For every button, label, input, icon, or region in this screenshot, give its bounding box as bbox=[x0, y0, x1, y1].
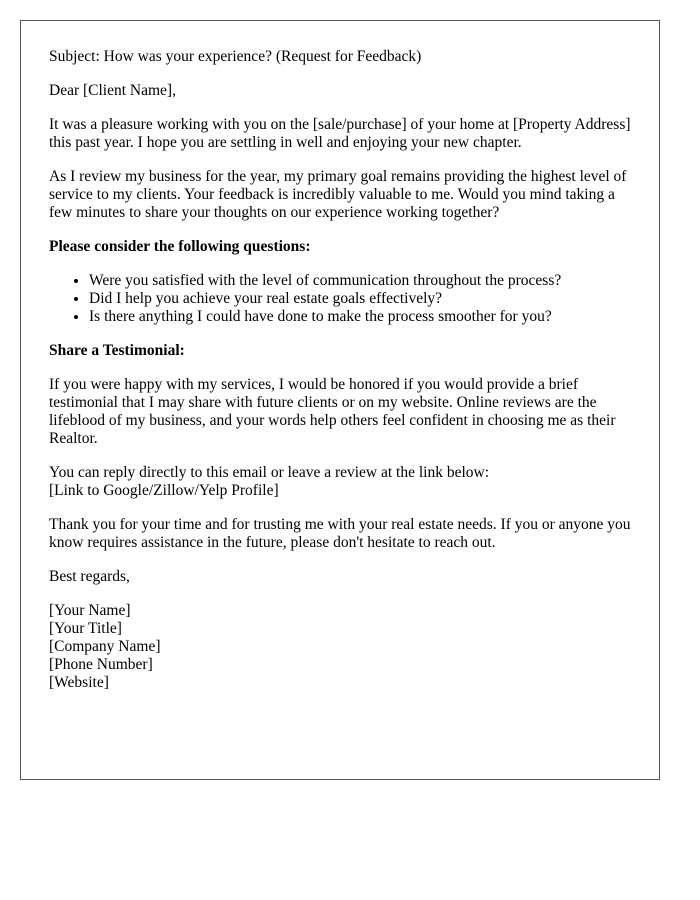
signature-title: [Your Title] bbox=[49, 620, 122, 637]
greeting: Dear [Client Name], bbox=[49, 82, 176, 99]
signature-name: [Your Name] bbox=[49, 602, 131, 619]
signature-block bbox=[49, 602, 631, 692]
questions-heading: Please consider the following questions: bbox=[49, 238, 311, 255]
questions-list bbox=[49, 272, 631, 326]
subject-line: Subject: How was your experience? (Request for Feedback) bbox=[49, 48, 422, 65]
review-paragraph: As I review my business for the year, my primary goal remains providing the highest level of service to my clients. Your feedback is incredibly valuable to me. Would you mind taking a few minutes to share your thoughts on our experience working together? bbox=[49, 168, 627, 221]
question-item: • Is there anything I could have done to make the process smoother for you? bbox=[89, 308, 631, 326]
closing: Best regards, bbox=[49, 568, 130, 585]
testimonial-paragraph: If you were happy with my services, I would be honored if you would provide a brief testimonial that I may share with future clients or on my website. Online reviews are the lifeblood of my business, and your words help others feel confident in choosing me as their Realtor. bbox=[49, 376, 616, 447]
signature-website: [Website] bbox=[49, 674, 109, 691]
thanks-paragraph: Thank you for your time and for trusting me with your real estate needs. If you or anyone you know requires assistance in the future, please don't hesitate to reach out. bbox=[49, 516, 631, 551]
signature-company: [Company Name] bbox=[49, 638, 161, 655]
signature-phone: [Phone Number] bbox=[49, 656, 153, 673]
testimonial-heading: Share a Testimonial: bbox=[49, 342, 185, 359]
intro-paragraph: It was a pleasure working with you on the [sale/purchase] of your home at [Property Address] this past year. I hope you are settling in well and enjoying your new chapter. bbox=[49, 116, 631, 151]
question-item: • Did I help you achieve your real estate goals effectively? bbox=[89, 290, 631, 308]
letter-document bbox=[20, 20, 660, 780]
review-link-placeholder: [Link to Google/Zillow/Yelp Profile] bbox=[49, 482, 279, 499]
reply-line: You can reply directly to this email or leave a review at the link below: bbox=[49, 464, 490, 481]
question-item: • Were you satisfied with the level of communication throughout the process? bbox=[89, 272, 631, 290]
reply-paragraph bbox=[49, 464, 631, 500]
